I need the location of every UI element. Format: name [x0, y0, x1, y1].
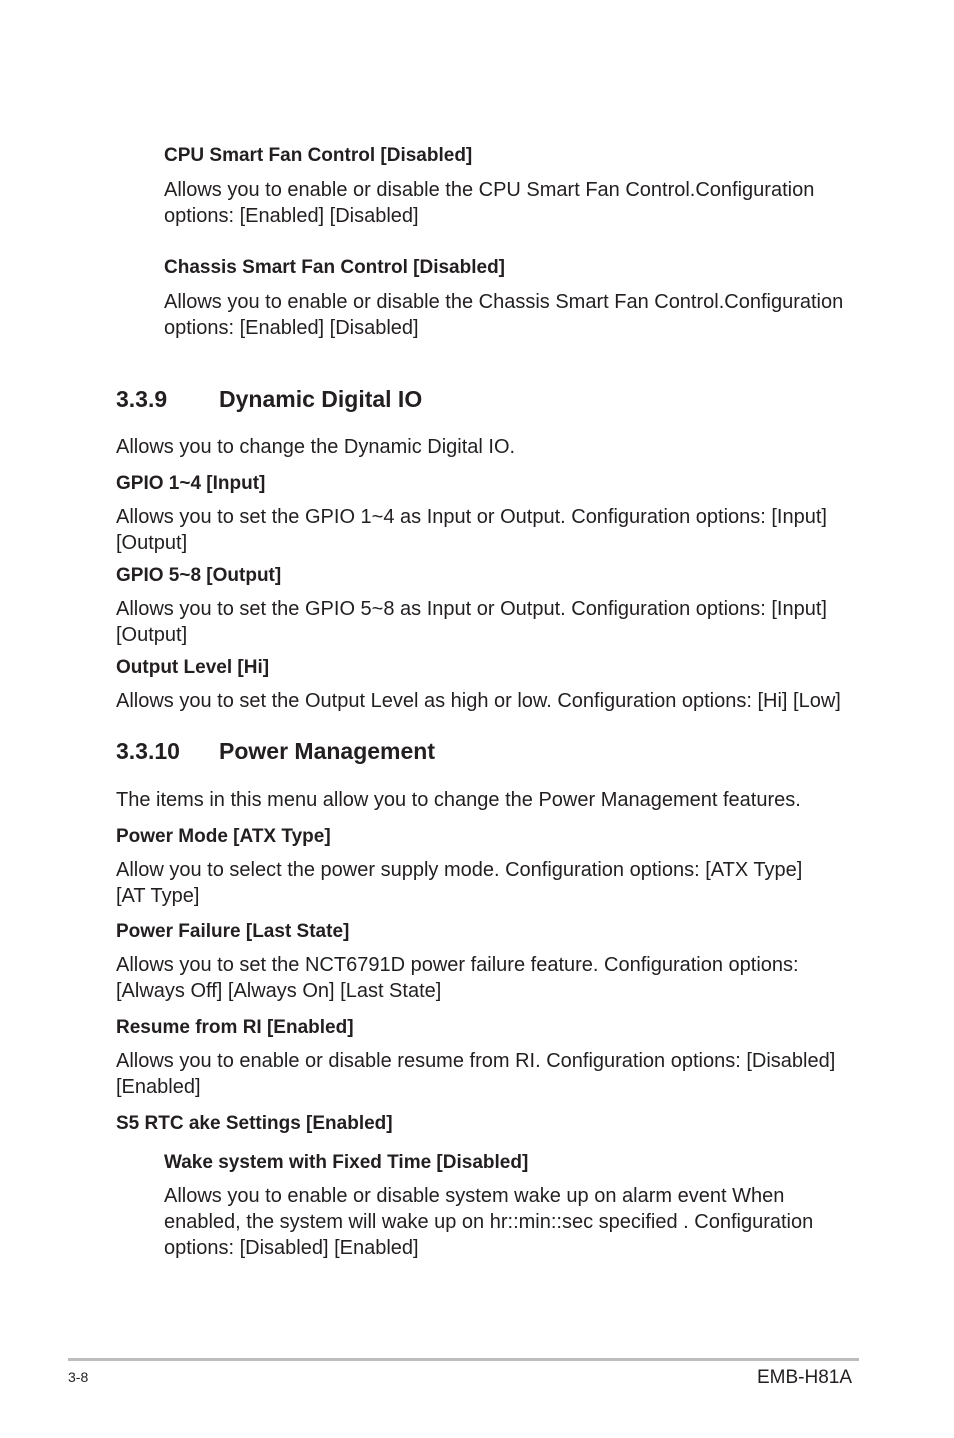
section-heading-dynamic-digital-io	[116, 384, 422, 414]
item-desc-resume-from-ri: Allows you to enable or disable resume from RI. Configuration options: [Disabled] [Enabled]	[116, 1050, 836, 1098]
item-title-chassis-smart-fan: Chassis Smart Fan Control [Disabled]	[164, 257, 506, 278]
item-title-s5-rtc-wake-settings: S5 RTC ake Settings [Enabled]	[116, 1113, 393, 1134]
section-title: Power Management	[219, 738, 435, 764]
item-title-power-failure: Power Failure [Last State]	[116, 921, 350, 942]
item-desc-gpio-5-8: Allows you to set the GPIO 5~8 as Input or Output. Configuration options: [Input] [Output]	[116, 598, 827, 646]
item-title-gpio-5-8: GPIO 5~8 [Output]	[116, 565, 282, 586]
item-title-output-level: Output Level [Hi]	[116, 657, 270, 678]
section-intro-power-management: The items in this menu allow you to change the Power Management features.	[116, 789, 801, 811]
section-title: Dynamic Digital IO	[219, 386, 423, 412]
item-desc-power-failure: Allows you to set the NCT6791D power failure feature. Configuration options: [Always Off] [Always On] [Last State]	[116, 954, 799, 1002]
item-desc-gpio-1-4: Allows you to set the GPIO 1~4 as Input or Output. Configuration options: [Input] [Output]	[116, 506, 827, 554]
item-desc-cpu-smart-fan: Allows you to enable or disable the CPU Smart Fan Control.Configuration options: [Enabled] [Disabled]	[164, 179, 815, 227]
section-heading-power-management	[116, 736, 435, 766]
item-title-resume-from-ri: Resume from RI [Enabled]	[116, 1017, 354, 1038]
subitem-desc-wake-fixed-time: Allows you to enable or disable system wake up on alarm event When enabled, the system will wake up on hr::min::sec specified . Configuration options: [Disabled] [Enabled]	[164, 1185, 814, 1259]
section-intro-dynamic-digital-io: Allows you to change the Dynamic Digital IO.	[116, 436, 516, 458]
item-desc-output-level: Allows you to set the Output Level as high or low. Configuration options: [Hi] [Low]	[116, 690, 841, 712]
footer-divider	[68, 1358, 859, 1361]
item-desc-power-mode: Allow you to select the power supply mode. Configuration options: [ATX Type] [AT Type]	[116, 859, 803, 907]
model-name: EMB-H81A	[756, 1367, 852, 1388]
item-title-cpu-smart-fan: CPU Smart Fan Control [Disabled]	[164, 145, 473, 166]
subitem-title-wake-fixed-time: Wake system with Fixed Time [Disabled]	[164, 1152, 529, 1173]
item-desc-chassis-smart-fan: Allows you to enable or disable the Chassis Smart Fan Control.Configuration options: [Enabled] [Disabled]	[164, 291, 844, 339]
section-number: 3.3.10	[116, 738, 180, 764]
item-title-gpio-1-4: GPIO 1~4 [Input]	[116, 473, 266, 494]
item-title-power-mode: Power Mode [ATX Type]	[116, 826, 331, 847]
page-number: 3-8	[68, 1369, 89, 1385]
section-number: 3.3.9	[116, 386, 168, 412]
